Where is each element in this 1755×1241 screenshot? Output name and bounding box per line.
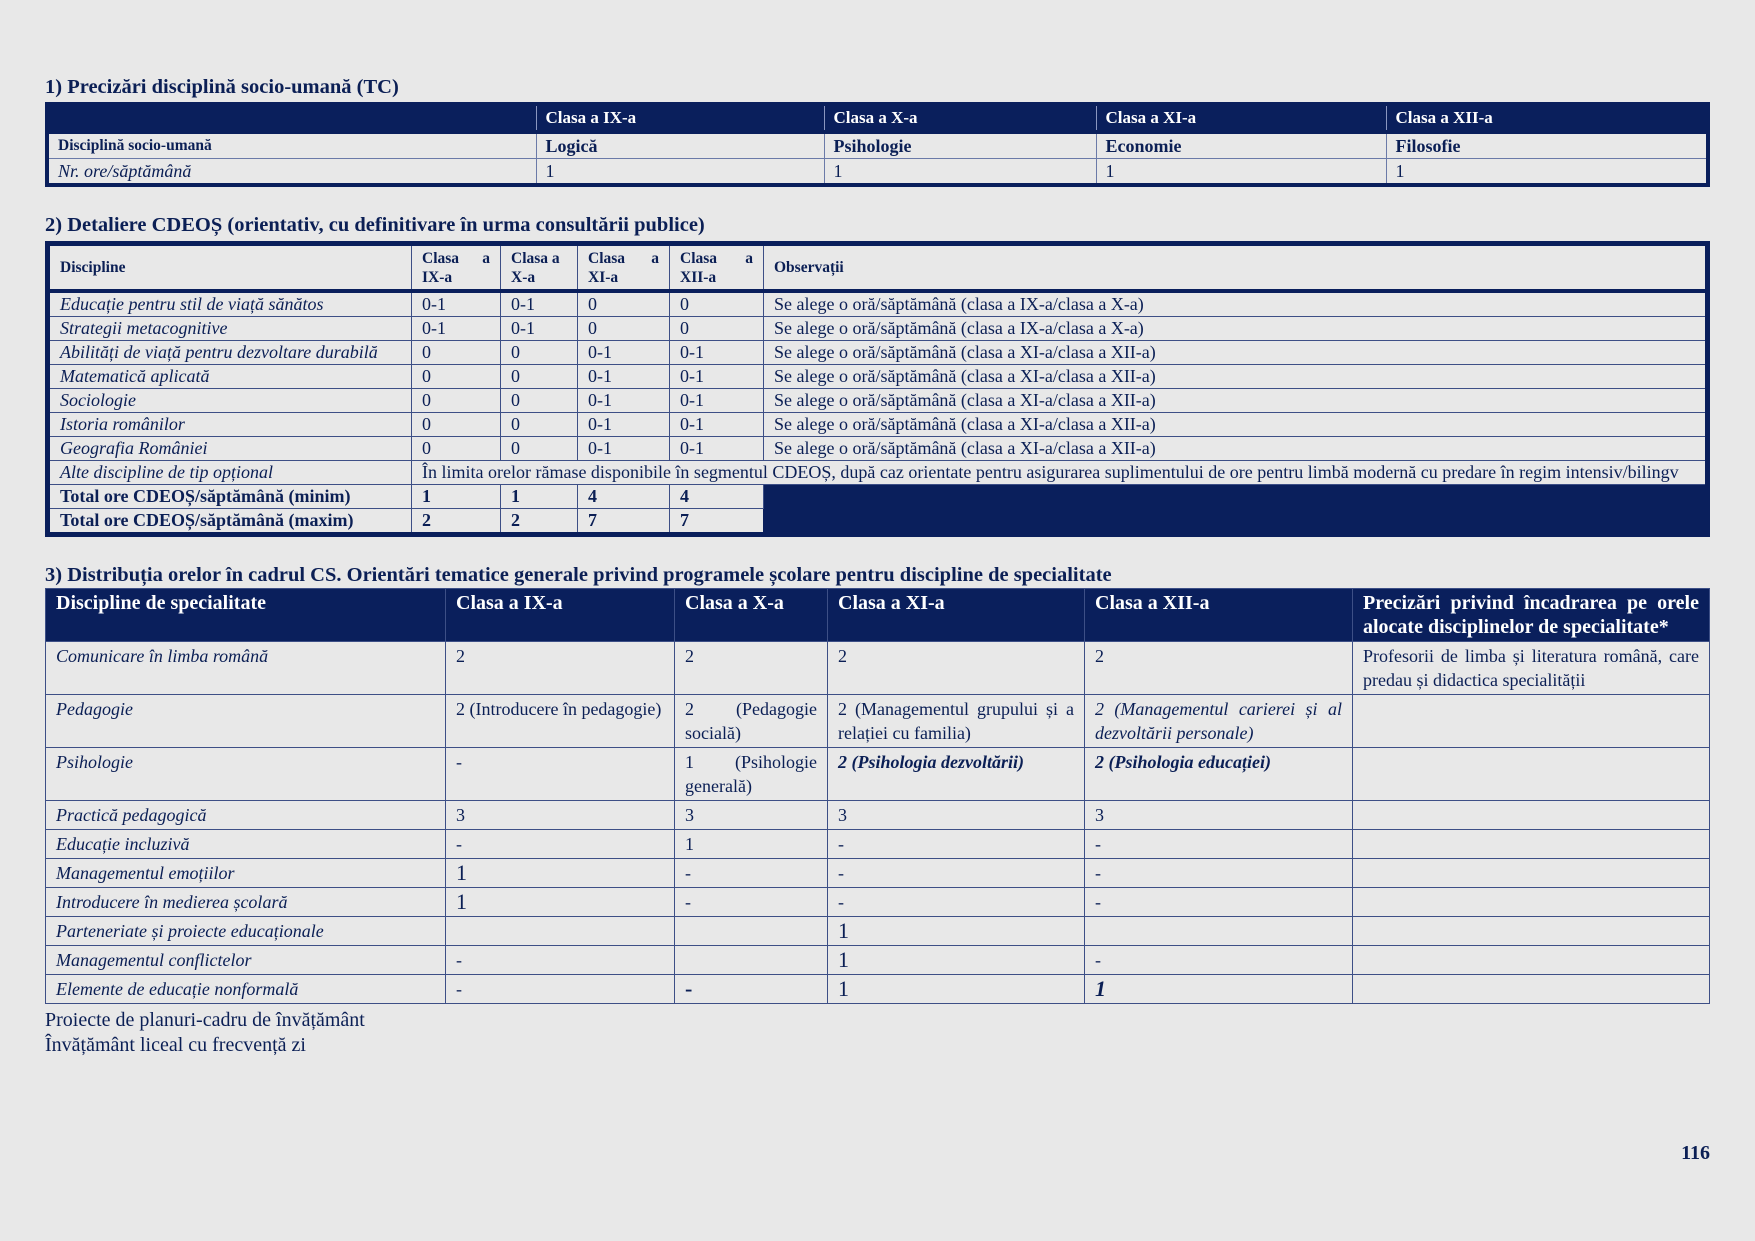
table-cell: 1: [675, 830, 828, 859]
table-row: [46, 859, 1710, 888]
table-header-row: [47, 104, 1708, 132]
header-cell: Clasa a XI-a: [1096, 104, 1386, 132]
header-cell: Precizări privind încadrarea pe orele alocate disciplinelor de specialitate*: [1353, 589, 1710, 642]
table-cell: -: [446, 946, 675, 975]
header-cell: Observații: [764, 244, 1708, 292]
table-cell: 0-1: [578, 413, 670, 437]
table-cell: -: [675, 975, 828, 1004]
note-cell: [1353, 888, 1710, 917]
table-cell: 3: [828, 801, 1085, 830]
observation-cell: Se alege o oră/săptămână (clasa a IX-a/clasa a X-a): [764, 317, 1708, 341]
section3-title: 3) Distribuția orelor în cadrul CS. Orientări tematice generale privind programele școlare pentru discipline de specialitate: [45, 564, 1112, 586]
table-row: [48, 413, 1708, 437]
row-label: Abilități de viață pentru dezvoltare durabilă: [48, 341, 412, 365]
table-cell: 1: [828, 917, 1085, 946]
table-cell: 0-1: [578, 389, 670, 413]
header-cell: Clasa a XII-a: [1085, 589, 1353, 642]
table-cell: 0: [501, 437, 578, 461]
table-row: [46, 888, 1710, 917]
table-cell: 7: [670, 509, 764, 535]
table-cell: 0: [501, 365, 578, 389]
row-label: Introducere în medierea școlară: [46, 888, 446, 917]
row-label: Educație pentru stil de viață sănătos: [48, 291, 412, 317]
table-cell: 2: [1085, 642, 1353, 695]
table-cell: -: [828, 830, 1085, 859]
note-cell: Profesorii de limba și literatura română, care predau și didactica specialității: [1353, 642, 1710, 695]
observation-cell: Se alege o oră/săptămână (clasa a XI-a/clasa a XII-a): [764, 341, 1708, 365]
table-row: [48, 317, 1708, 341]
table-cell: 0-1: [578, 365, 670, 389]
table-cell: -: [675, 859, 828, 888]
table-cell: 2: [828, 642, 1085, 695]
header-cell: Clasa a X-a: [675, 589, 828, 642]
table-cell: -: [446, 975, 675, 1004]
table-cell: 0: [578, 291, 670, 317]
header-cell: Clasa a X-a: [824, 104, 1096, 132]
row-label: Practică pedagogică: [46, 801, 446, 830]
table-cell: 1: [1096, 159, 1386, 186]
table-cell: 1: [824, 159, 1096, 186]
table-cell: 0: [412, 389, 501, 413]
row-label: Istoria românilor: [48, 413, 412, 437]
table-cell: -: [828, 888, 1085, 917]
table-cell: 0: [501, 413, 578, 437]
row-label: Disciplină socio-umană: [47, 132, 536, 159]
table-row: [47, 132, 1708, 159]
table-cell: 2: [675, 642, 828, 695]
specialty-rows: [46, 642, 1710, 1004]
header-cell: Clasa a XII-a: [1386, 104, 1708, 132]
table-cell: 0-1: [412, 317, 501, 341]
note-cell: [1353, 859, 1710, 888]
table-cell: 2 (Managementul grupului și a relației cu familia): [828, 695, 1085, 748]
table-cell: 2 (Psihologia dezvoltării): [828, 748, 1085, 801]
row-label: Alte discipline de tip opțional: [48, 461, 412, 485]
note-cell: [1353, 748, 1710, 801]
table-cell: -: [828, 859, 1085, 888]
table-row: [48, 341, 1708, 365]
document-page: [45, 75, 1710, 1058]
table-cell: 3: [446, 801, 675, 830]
row-label: Elemente de educație nonformală: [46, 975, 446, 1004]
table-row: [48, 291, 1708, 317]
row-label: Psihologie: [46, 748, 446, 801]
note-cell: [1353, 695, 1710, 748]
table-cell: Economie: [1096, 132, 1386, 159]
table-cell: 1 (Psihologie generală): [675, 748, 828, 801]
table-row: [46, 975, 1710, 1004]
row-label: Parteneriate și proiecte educaționale: [46, 917, 446, 946]
table-cell: -: [1085, 946, 1353, 975]
table-cell: 4: [670, 485, 764, 509]
table-cell: 2 (Psihologia educației): [1085, 748, 1353, 801]
row-label: Geografia României: [48, 437, 412, 461]
row-label: Matematică aplicată: [48, 365, 412, 389]
table-cell: 3: [675, 801, 828, 830]
table-header-row: [46, 589, 1710, 642]
header-cell: Clasa a XII-a: [670, 244, 764, 292]
table-cell: 1: [1085, 975, 1353, 1004]
specialty-table: [45, 588, 1710, 1004]
table-cell: 1: [446, 888, 675, 917]
table-cell: 0: [501, 341, 578, 365]
table-row: [47, 159, 1708, 186]
section1-title: 1) Precizări disciplină socio-umană (TC): [45, 76, 399, 98]
table-cell: 0: [412, 341, 501, 365]
table-row: [46, 917, 1710, 946]
header-cell: Clasa a XI-a: [828, 589, 1085, 642]
row-label: Strategii metacognitive: [48, 317, 412, 341]
table-cell: 2 (Introducere în pedagogie): [446, 695, 675, 748]
table-row: [48, 389, 1708, 413]
table-cell: [675, 946, 828, 975]
optional-note: În limita orelor rămase disponibile în segmentul CDEOȘ, după caz orientate pentru asigurarea suplimentului de ore pentru limbă modernă cu predare în regim intensiv/bilingv: [412, 461, 1708, 485]
table-cell: 2: [501, 509, 578, 535]
footer: [45, 1008, 1710, 1058]
table-row: [48, 437, 1708, 461]
table-cell: 3: [1085, 801, 1353, 830]
table-cell: Psihologie: [824, 132, 1096, 159]
table-cell: -: [1085, 830, 1353, 859]
table-cell: 0-1: [578, 437, 670, 461]
table-cell: 0-1: [670, 365, 764, 389]
header-cell: Clasa a IX-a: [536, 104, 824, 132]
cdeos-rows: [48, 291, 1708, 461]
table-cell: 4: [578, 485, 670, 509]
table-row: [46, 748, 1710, 801]
observation-cell: Se alege o oră/săptămână (clasa a IX-a/clasa a X-a): [764, 291, 1708, 317]
header-cell: Clasa a X-a: [501, 244, 578, 292]
table-cell: Logică: [536, 132, 824, 159]
row-label: Pedagogie: [46, 695, 446, 748]
table-header-row: [48, 244, 1708, 292]
table-row: [46, 801, 1710, 830]
table-cell: 1: [446, 859, 675, 888]
table-cell: 0: [412, 365, 501, 389]
table-cell: 1: [501, 485, 578, 509]
table-cell: 0-1: [501, 291, 578, 317]
footer-line: Proiecte de planuri-cadru de învățământ: [45, 1009, 365, 1031]
table-cell: [1085, 917, 1353, 946]
table-cell: 2 (Managementul carierei și al dezvoltării personale): [1085, 695, 1353, 748]
table-cell: 2: [412, 509, 501, 535]
filler-cell: [764, 485, 1708, 535]
row-label: Comunicare în limba română: [46, 642, 446, 695]
table-cell: 0: [670, 291, 764, 317]
page-number: 116: [1681, 1142, 1710, 1164]
header-cell: [47, 104, 536, 132]
cdeos-table: [45, 241, 1710, 537]
table-cell: 0-1: [501, 317, 578, 341]
table-row: [46, 946, 1710, 975]
header-cell: Clasa a IX-a: [446, 589, 675, 642]
table-cell: 1: [536, 159, 824, 186]
header-cell: Clasa a IX-a: [412, 244, 501, 292]
table-cell: -: [1085, 859, 1353, 888]
optional-row: [48, 461, 1708, 485]
header-cell: Discipline: [48, 244, 412, 292]
row-label: Nr. ore/săptămână: [47, 159, 536, 186]
table-cell: 0: [578, 317, 670, 341]
observation-cell: Se alege o oră/săptămână (clasa a XI-a/clasa a XII-a): [764, 413, 1708, 437]
table-row: [46, 695, 1710, 748]
header-cell: Clasa a XI-a: [578, 244, 670, 292]
table-row: [48, 365, 1708, 389]
table-cell: 0: [412, 413, 501, 437]
table-cell: 2 (Pedagogie socială): [675, 695, 828, 748]
table-row: [46, 642, 1710, 695]
table-cell: -: [675, 888, 828, 917]
table-row: [46, 830, 1710, 859]
row-label: Managementul conflictelor: [46, 946, 446, 975]
table-cell: 0: [501, 389, 578, 413]
table-cell: 0: [412, 437, 501, 461]
table-cell: -: [1085, 888, 1353, 917]
table-cell: [675, 917, 828, 946]
row-label: Total ore CDEOȘ/săptămână (minim): [48, 485, 412, 509]
footer-line: Învățământ liceal cu frecvență zi: [45, 1034, 306, 1056]
note-cell: [1353, 801, 1710, 830]
row-label: Total ore CDEOȘ/săptămână (maxim): [48, 509, 412, 535]
section2-title: 2) Detaliere CDEOȘ (orientativ, cu definitivare în urma consultării publice): [45, 214, 705, 236]
table-cell: 0-1: [412, 291, 501, 317]
row-label: Educație incluzivă: [46, 830, 446, 859]
table-cell: 7: [578, 509, 670, 535]
table-cell: 1: [1386, 159, 1708, 186]
socio-human-table: [45, 102, 1710, 187]
table-cell: -: [446, 748, 675, 801]
table-cell: 0-1: [670, 413, 764, 437]
table-cell: 0: [670, 317, 764, 341]
table-cell: 0-1: [670, 437, 764, 461]
table-cell: 1: [412, 485, 501, 509]
table-cell: [446, 917, 675, 946]
note-cell: [1353, 830, 1710, 859]
note-cell: [1353, 917, 1710, 946]
table-cell: -: [446, 830, 675, 859]
table-cell: 0-1: [670, 341, 764, 365]
total-min-row: [48, 485, 1708, 509]
header-cell: Discipline de specialitate: [46, 589, 446, 642]
table-cell: 2: [446, 642, 675, 695]
table-cell: 1: [828, 946, 1085, 975]
table-cell: Filosofie: [1386, 132, 1708, 159]
row-label: Sociologie: [48, 389, 412, 413]
observation-cell: Se alege o oră/săptămână (clasa a XI-a/clasa a XII-a): [764, 437, 1708, 461]
table-cell: 0-1: [578, 341, 670, 365]
row-label: Managementul emoțiilor: [46, 859, 446, 888]
table-cell: 0-1: [670, 389, 764, 413]
observation-cell: Se alege o oră/săptămână (clasa a XI-a/clasa a XII-a): [764, 365, 1708, 389]
observation-cell: Se alege o oră/săptămână (clasa a XI-a/clasa a XII-a): [764, 389, 1708, 413]
note-cell: [1353, 946, 1710, 975]
table-cell: 1: [828, 975, 1085, 1004]
note-cell: [1353, 975, 1710, 1004]
